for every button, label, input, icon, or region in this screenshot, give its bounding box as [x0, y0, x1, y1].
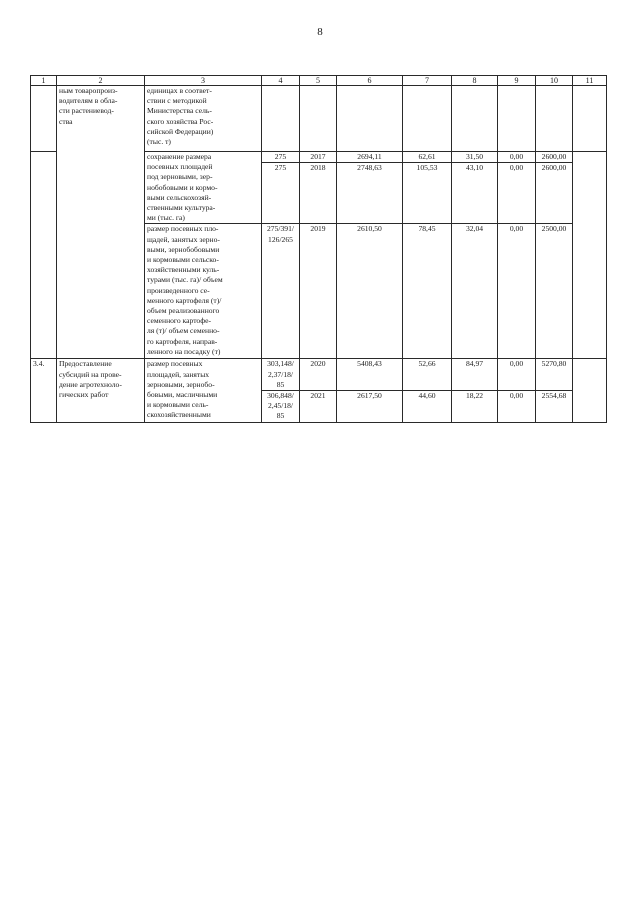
- table-cell: 2500,00: [536, 224, 573, 359]
- table-cell: 0,00: [498, 224, 536, 359]
- table-cell: [573, 359, 607, 422]
- table-cell: [573, 86, 607, 152]
- table-cell: 3.4.: [31, 359, 57, 422]
- table-cell: [536, 86, 573, 152]
- table-cell: 0,00: [498, 359, 536, 391]
- table-cell: 31,50: [452, 152, 498, 163]
- table-cell: [498, 86, 536, 152]
- table-row: [31, 359, 607, 391]
- table-cell: 2748,63: [337, 163, 403, 224]
- table-cell: 275: [262, 163, 300, 224]
- table-cell: 43,10: [452, 163, 498, 224]
- table-cell: 2018: [300, 163, 337, 224]
- table-cell: 2600,00: [536, 163, 573, 224]
- table-cell: 2617,50: [337, 391, 403, 423]
- table-cell: 44,60: [403, 391, 452, 423]
- table-cell: 0,00: [498, 391, 536, 423]
- table-cell: 84,97: [452, 359, 498, 391]
- table-cell: 275: [262, 152, 300, 163]
- table-cell: 52,66: [403, 359, 452, 391]
- header-row: [31, 76, 607, 86]
- table-cell: 303,148/ 2,37/18/ 85: [262, 359, 300, 391]
- table-cell: [31, 152, 57, 359]
- table-cell: 2600,00: [536, 152, 573, 163]
- table-cell: [573, 152, 607, 359]
- header-cell: 9: [498, 76, 536, 86]
- table-row: [31, 86, 607, 152]
- header-cell: 1: [31, 76, 57, 86]
- table-cell: 2694,11: [337, 152, 403, 163]
- table-cell: 2019: [300, 224, 337, 359]
- header-cell: 6: [337, 76, 403, 86]
- header-cell: 7: [403, 76, 452, 86]
- table-cell: 2021: [300, 391, 337, 423]
- table-cell: 32,04: [452, 224, 498, 359]
- table-cell: [300, 86, 337, 152]
- table-cell: Предоставление субсидий на прове- дение агротехноло- гических работ: [57, 359, 145, 422]
- table-cell: 2020: [300, 359, 337, 391]
- table-cell: 105,53: [403, 163, 452, 224]
- table-cell: единицах в соответ- ствии с методикой Министерства сель- ского хозяйства Рос- сийской Федерации) (тыс. т): [145, 86, 262, 152]
- table-cell: 2554,68: [536, 391, 573, 423]
- table-cell: размер посевных площадей, занятых зерновыми, зернобо- бовыми, масличными и кормовыми сель- скохозяйственными: [145, 359, 262, 422]
- data-table: [30, 75, 607, 423]
- header-cell: 4: [262, 76, 300, 86]
- table-cell: [262, 86, 300, 152]
- table-cell: [452, 86, 498, 152]
- table-cell: [403, 86, 452, 152]
- table-cell: [337, 86, 403, 152]
- table-cell: 18,22: [452, 391, 498, 423]
- table-cell: 0,00: [498, 152, 536, 163]
- table-cell: 5270,80: [536, 359, 573, 391]
- header-cell: 10: [536, 76, 573, 86]
- header-cell: 11: [573, 76, 607, 86]
- table-cell: 0,00: [498, 163, 536, 224]
- table-cell: 62,61: [403, 152, 452, 163]
- table-cell: сохранение размера посевных площадей под зерновыми, зер- нобобовыми и кормо- выми сельскохозяй- ственными культура- ми (тыс. га): [145, 152, 262, 224]
- page-number: 8: [317, 26, 323, 38]
- table-cell: 2017: [300, 152, 337, 163]
- table-cell: размер посевных пло- щадей, занятых зерно- выми, зернобобовыми и кормовыми сельско- хозяйственными куль- турами (тыс. га)/ объем произведенного се- менного картофеля (т)/ объем реализованного семенного картофе- ля (т)/ объем семенно- го картофеля, направ- ленного на посадку (т): [145, 224, 262, 359]
- table-cell: [31, 86, 57, 152]
- table-cell: 306,848/ 2,45/18/ 85: [262, 391, 300, 423]
- table-cell: 78,45: [403, 224, 452, 359]
- header-cell: 8: [452, 76, 498, 86]
- table-cell: 275/391/ 126/265: [262, 224, 300, 359]
- header-cell: 2: [57, 76, 145, 86]
- table-cell: ным товаропроиз- водителям в обла- сти растениевод- ства: [57, 86, 145, 359]
- table-cell: 2610,50: [337, 224, 403, 359]
- header-cell: 5: [300, 76, 337, 86]
- table-cell: 5408,43: [337, 359, 403, 391]
- header-cell: 3: [145, 76, 262, 86]
